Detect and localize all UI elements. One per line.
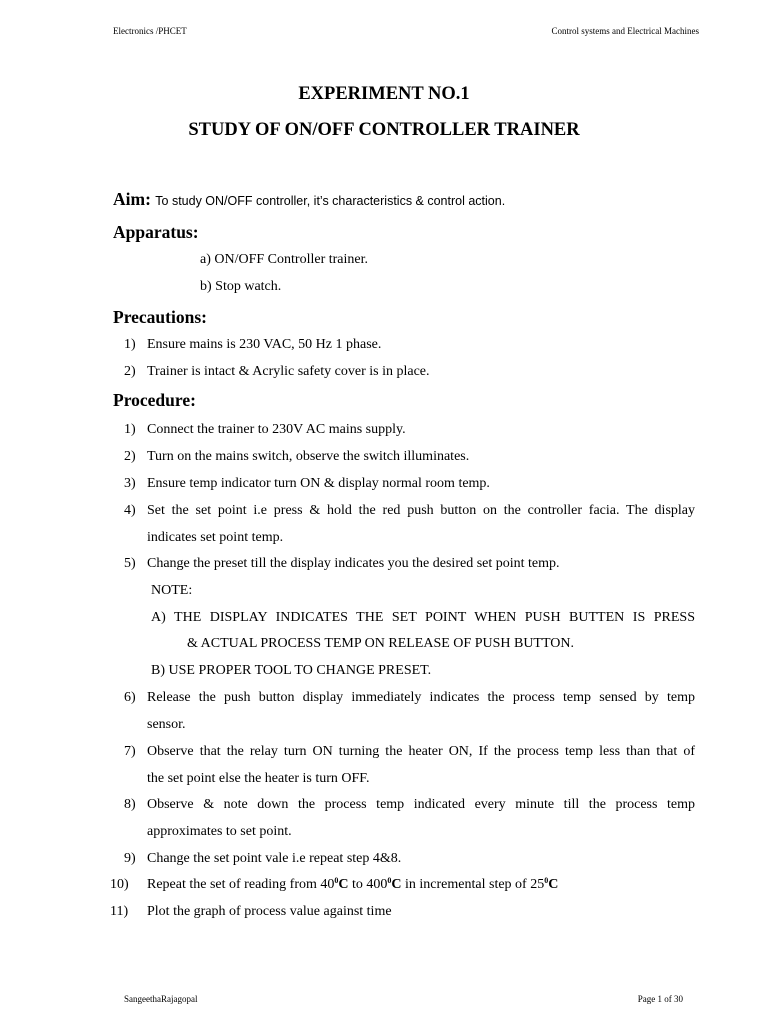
- note-item-b: B) USE PROPER TOOL TO CHANGE PRESET.: [151, 663, 432, 678]
- experiment-title: EXPERIMENT NO.1: [298, 84, 470, 104]
- list-marker: 2): [124, 449, 136, 464]
- list-marker: a): [200, 252, 211, 267]
- unit-celsius: C: [548, 877, 559, 892]
- experiment-subtitle: STUDY OF ON/OFF CONTROLLER TRAINER: [188, 120, 580, 140]
- procedure-step-continuation: the set point else the heater is turn OFF.: [147, 771, 370, 786]
- procedure-step-continuation: approximates to set point.: [147, 824, 292, 839]
- page-header-left: Electronics /PHCET: [113, 26, 187, 36]
- precaution-text: Trainer is intact & Acrylic safety cover is in place.: [147, 364, 430, 379]
- step-text-part: to 400: [348, 877, 388, 892]
- procedure-heading: Procedure:: [113, 390, 196, 410]
- list-marker: 4): [124, 503, 136, 518]
- apparatus-item: [200, 252, 368, 268]
- procedure-step-text: [147, 877, 695, 893]
- list-marker: 9): [124, 851, 136, 866]
- list-marker: 2): [124, 364, 136, 379]
- list-marker: 8): [124, 797, 136, 812]
- page-footer-page-number: Page 1 of 30: [637, 994, 683, 1004]
- list-marker: 6): [124, 690, 136, 705]
- list-marker: 11): [110, 904, 129, 919]
- degree-superscript: 0: [544, 876, 549, 885]
- procedure-step-text: Set the set point i.e press & hold the red push button on the controller facia. The display: [147, 503, 695, 518]
- note-item-a-continuation: & ACTUAL PROCESS TEMP ON RELEASE OF PUSH BUTTON.: [187, 636, 575, 651]
- step-text-part: Repeat the set of reading from 40: [147, 877, 335, 892]
- procedure-step-text: Change the set point vale i.e repeat step 4&8.: [147, 851, 402, 866]
- note-item-a-text: A) THE DISPLAY INDICATES THE SET POINT WHEN PUSH BUTTEN IS PRESS: [151, 610, 695, 625]
- degree-superscript: 0: [334, 876, 339, 885]
- procedure-step-text: Plot the graph of process value against time: [147, 904, 392, 919]
- procedure-step-continuation: sensor.: [147, 717, 186, 732]
- apparatus-item: [200, 279, 281, 295]
- page-footer-author: SangeethaRajagopal: [124, 994, 198, 1004]
- aim-label: Aim:: [113, 189, 151, 209]
- aim-text: To study ON/OFF controller, it’s characteristics & control action.: [155, 194, 506, 208]
- unit-celsius: C: [391, 877, 402, 892]
- unit-celsius: C: [338, 877, 349, 892]
- list-marker: 7): [124, 744, 136, 759]
- list-marker: 10): [110, 877, 129, 892]
- precaution-text: Ensure mains is 230 VAC, 50 Hz 1 phase.: [147, 337, 382, 352]
- degree-superscript: 0: [387, 876, 392, 885]
- list-marker: 1): [124, 422, 136, 437]
- apparatus-item-text: Stop watch.: [215, 279, 282, 294]
- apparatus-heading: Apparatus:: [113, 222, 199, 242]
- procedure-step-text: Observe & note down the process temp indicated every minute till the process temp: [147, 797, 695, 812]
- note-item-a: [151, 610, 695, 626]
- page-header-right: Control systems and Electrical Machines: [551, 26, 699, 36]
- note-label: NOTE:: [151, 583, 193, 598]
- procedure-step-text: Connect the trainer to 230V AC mains supply.: [147, 422, 406, 437]
- procedure-step-text: Change the preset till the display indicates you the desired set point temp.: [147, 556, 560, 571]
- procedure-step-text: Observe that the relay turn ON turning the heater ON, If the process temp less than that of: [147, 744, 695, 759]
- step-text-part: in incremental step of 25: [401, 877, 545, 892]
- list-marker: 1): [124, 337, 136, 352]
- procedure-step-text: Turn on the mains switch, observe the switch illuminates.: [147, 449, 470, 464]
- list-marker: b): [200, 279, 212, 294]
- aim-line: [113, 189, 505, 210]
- procedure-step-text: Release the push button display immediately indicates the process temp sensed by temp: [147, 690, 695, 705]
- list-marker: 3): [124, 476, 136, 491]
- procedure-step-text: Ensure temp indicator turn ON & display normal room temp.: [147, 476, 490, 491]
- list-marker: 5): [124, 556, 136, 571]
- apparatus-item-text: ON/OFF Controller trainer.: [214, 252, 368, 267]
- precautions-heading: Precautions:: [113, 307, 207, 327]
- procedure-step-continuation: indicates set point temp.: [147, 530, 284, 545]
